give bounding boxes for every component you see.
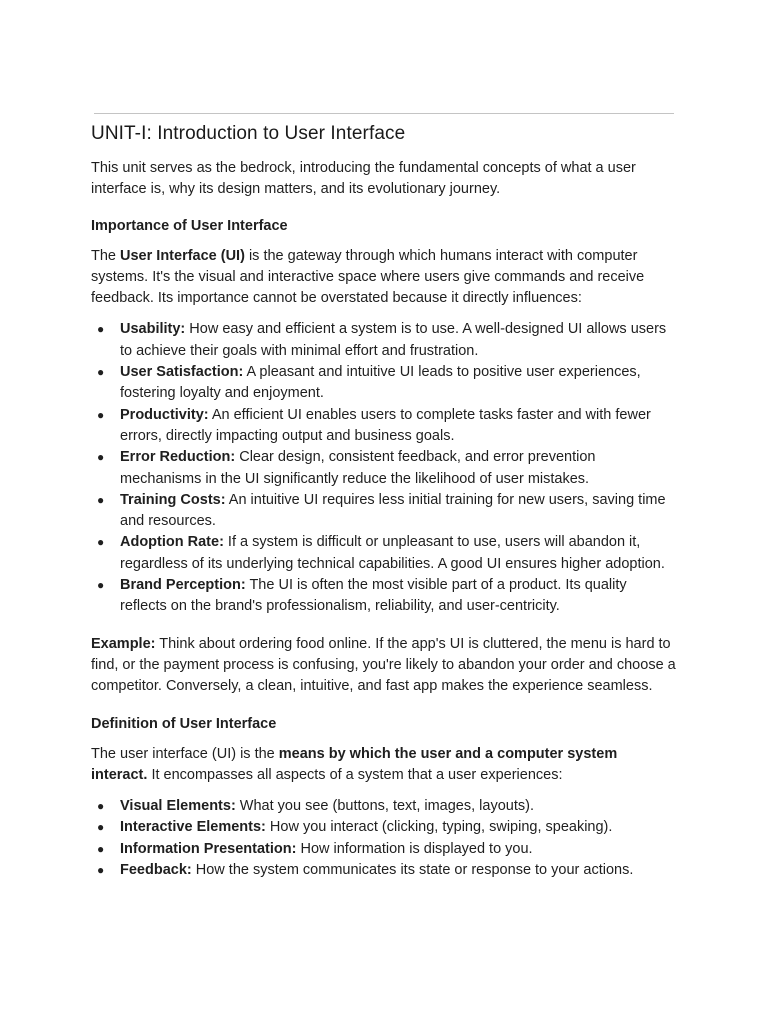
importance-paragraph: The User Interface (UI) is the gateway through which humans interact with computer systems. It's the visual and interactive space where users give commands and receive feedback. Its importance cannot be overstated because it directly influences: [91,247,645,307]
page-title: UNIT-I: Introduction to User Interface [91,123,406,144]
section-heading-importance: Importance of User Interface [91,217,288,234]
list-item-error-reduction: ● Error Reduction: Clear design, consistent feedback, and error prevention mechanisms in the UI significantly reduce the likelihood of user mistakes. [97,449,596,487]
list-item-information-presentation: ● Information Presentation: How information is displayed to you. [97,840,533,857]
list-item-productivity: ● Productivity: An efficient UI enables users to complete tasks faster and with fewer errors, directly impacting output and business goals. [97,406,651,444]
top-divider [94,113,674,114]
list-item-usability: ● Usability: How easy and efficient a system is to use. A well-designed UI allows users to achieve their goals with minimal effort and frustration. [97,321,667,359]
definition-paragraph: The user interface (UI) is the means by which the user and a computer system interact. It encompasses all aspects of a system that a user experiences: [91,745,618,783]
example-paragraph: Example: Think about ordering food online. If the app's UI is cluttered, the menu is hard to find, or the payment process is confusing, you're likely to abandon your order and choose a competitor. Conversely, a clean, intuitive, and fast app makes the experience seamless. [91,635,676,695]
list-item-user-satisfaction: ● User Satisfaction: A pleasant and intuitive UI leads to positive user experiences, fostering loyalty and enjoyment. [97,364,641,402]
intro-paragraph: This unit serves as the bedrock, introducing the fundamental concepts of what a user interface is, why its design matters, and its evolutionary journey. [91,160,636,198]
importance-list [91,319,676,617]
document-content [91,122,676,897]
list-item-brand-perception: ● Brand Perception: The UI is often the most visible part of a product. Its quality reflects on the brand's professionalism, reliability, and user-centricity. [97,577,627,615]
list-item-adoption-rate: ● Adoption Rate: If a system is difficult or unpleasant to use, users will abandon it, regardless of its underlying technical capabilities. A good UI ensures higher adoption. [97,534,665,572]
definition-list [91,796,676,881]
list-item-training-costs: ● Training Costs: An intuitive UI requires less initial training for new users, saving time and resources. [97,491,666,530]
section-heading-definition: Definition of User Interface [91,715,277,732]
list-item-feedback: ● Feedback: How the system communicates its state or response to your actions. [97,862,634,879]
list-item-interactive-elements: ● Interactive Elements: How you interact (clicking, typing, swiping, speaking). [97,819,613,836]
list-item-visual-elements: ● Visual Elements: What you see (buttons, text, images, layouts). [97,798,534,815]
